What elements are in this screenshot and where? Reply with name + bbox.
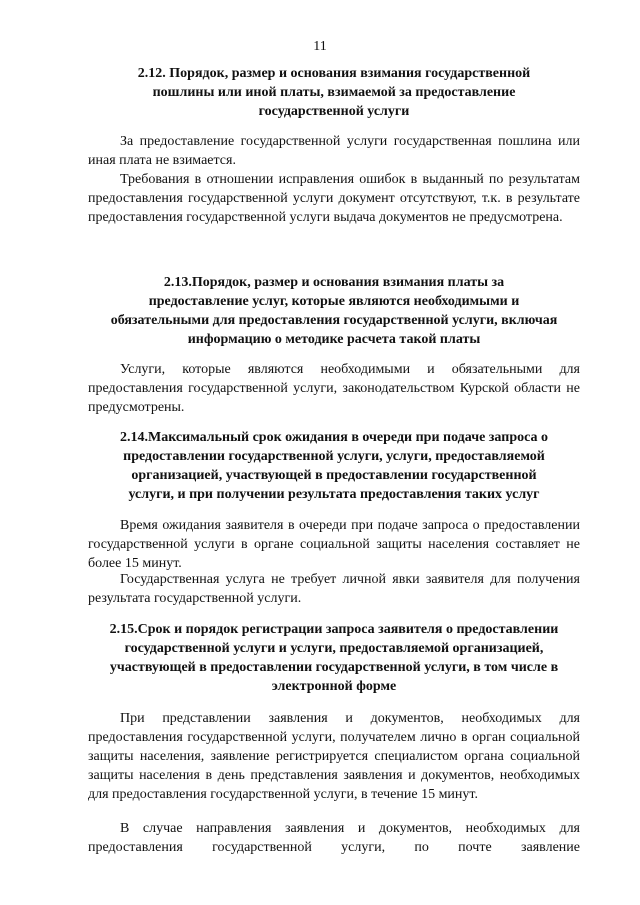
heading-line: организацией, участвующей в предоставлении государственной [131,468,537,483]
section-2-12-paragraph-2: Требования в отношении исправления ошибок в выданный по результатам предоставления государственной услуги документ отсутствуют, т.к. в результате предоставления государственной услуги выдача документов не предусмотрена. [88,172,580,225]
heading-line: 2.13.Порядок, размер и основания взимания платы за [163,275,505,290]
section-2-15-heading [82,620,586,696]
heading-line: предоставление услуг, которые являются необходимыми и [148,294,520,309]
section-2-14-paragraph-1: Время ожидания заявителя в очереди при подаче запроса о предоставлении государственной услуги в органе социальной защиты населения составляет не более 15 минут. [88,518,580,571]
heading-line: пошлины или иной платы, взимаемой за предоставление [152,85,516,100]
heading-line: 2.14.Максимальный срок ожидания в очереди при подаче запроса о [120,430,548,445]
heading-line: электронной форме [271,679,397,694]
section-2-13-heading [88,273,580,349]
section-2-14-paragraph-2: Государственная услуга не требует личной явки заявителя для получения результата государственной услуги. [88,572,580,606]
heading-line: 2.15.Срок и порядок регистрации запроса заявителя о предоставлении [109,622,559,637]
section-2-15-paragraph-2: В случае направления заявления и документов, необходимых для предоставления государственной услуги, по почте заявление [88,821,580,855]
heading-line: информацию о методике расчета такой платы [187,332,481,347]
heading-line: государственной услуги [258,104,410,119]
heading-line: государственной услуги и услуги, предоставляемой организацией, [124,641,544,656]
section-2-13-paragraph-1: Услуги, которые являются необходимыми и обязательными для предоставления государственной услуги, законодательством Курской области не предусмотрены. [88,362,580,415]
heading-line: предоставлении государственной услуги, услуги, предоставляемой [123,449,545,464]
heading-line: 2.12. Порядок, размер и основания взимания государственной [137,66,531,81]
heading-line: услуги, и при получении результата предоставления таких услуг [128,487,540,502]
section-2-12-paragraph-1: За предоставление государственной услуги государственная пошлина или иная плата не взимается. [88,134,580,168]
heading-line: обязательными для предоставления государственной услуги, включая [110,313,558,328]
heading-line: участвующей в предоставлении государственной услуги, в том числе в [109,660,559,675]
page-number: 11 [313,39,327,54]
section-2-14-heading [84,428,584,504]
section-2-15-paragraph-1: При представлении заявления и документов, необходимых для предоставления государственной услуги, получателем лично в орган социальной защиты населения, заявление регистрируется специалистом органа социальной защиты населения в день представления заявления и документов, необходимых для предоставления государственной услуги, в течение 15 минут. [88,711,580,802]
section-2-12-heading [88,64,580,121]
